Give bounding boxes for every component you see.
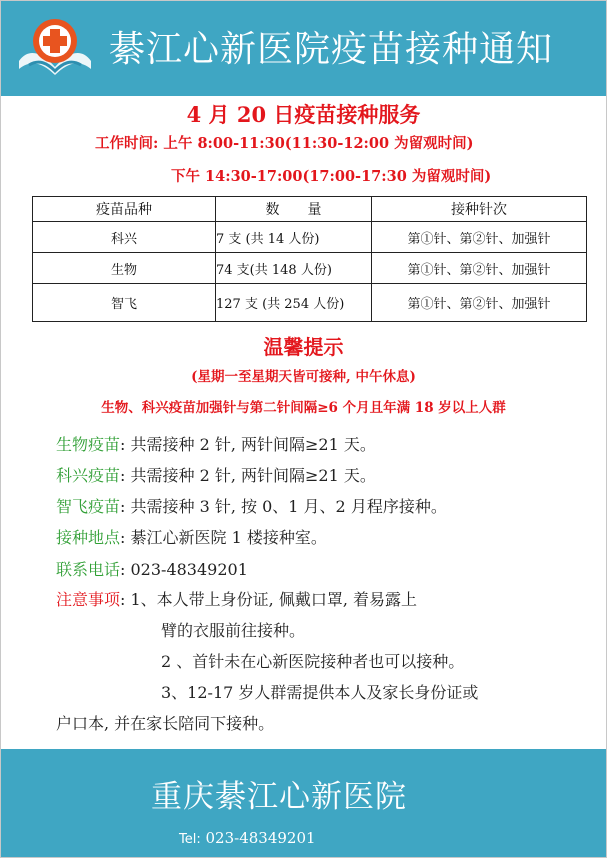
zhifei-vaccine-text: : 共需接种 3 针, 按 0、1 月、2 月程序接种。 — [120, 497, 447, 516]
notes-item3: 3、12-17 岁人群需提供本人及家长身份证或 — [161, 683, 479, 702]
kexing-vaccine-label: 科兴疫苗 — [56, 466, 121, 485]
booster-note: 生物、科兴疫苗加强针与第二针间隔≥6 个月且年满 18 岁以上人群 — [101, 400, 506, 416]
biology-vaccine-label: 生物疫苗 — [56, 435, 121, 454]
zhifei-vaccine-label: 智飞疫苗 — [56, 497, 121, 516]
notes-item2: 2 、首针未在心新医院接种者也可以接种。 — [161, 652, 465, 671]
tips-subtitle: (星期一至星期天皆可接种, 中午休息) — [191, 369, 416, 385]
vaccine-table — [32, 196, 587, 322]
zhifei-vaccine-line — [56, 494, 447, 517]
location-label: 接种地点 — [56, 528, 121, 547]
header-banner — [1, 1, 606, 96]
kexing-vaccine-text: : 共需接种 2 针, 两针间隔≥21 天。 — [120, 466, 376, 485]
location-line — [56, 525, 327, 548]
notes-item1-text: : 1、本人带上身份证, 佩戴口罩, 着易露上 — [120, 590, 418, 609]
quantity-cell: 127 支 (共 254 人份) — [216, 284, 372, 322]
doses-cell: 第①针、第②针、加强针 — [372, 253, 587, 284]
notes-label: 注意事项 — [56, 590, 121, 609]
biology-vaccine-line — [56, 432, 376, 455]
doses-cell: 第①针、第②针、加强针 — [372, 284, 587, 322]
footer-banner — [1, 749, 606, 857]
table-row — [33, 284, 587, 322]
quantity-cell: 74 支(共 148 人份) — [216, 253, 372, 284]
vaccine-type-cell: 科兴 — [33, 222, 216, 253]
doses-cell: 第①针、第②针、加强针 — [372, 222, 587, 253]
vaccine-type-cell: 生物 — [33, 253, 216, 284]
phone-line — [56, 557, 248, 580]
footer-hospital-name: 重庆綦江心新医院 — [151, 779, 407, 815]
phone-label: 联系电话 — [56, 560, 121, 579]
header-title: 綦江心新医院疫苗接种通知 — [109, 29, 554, 70]
tips-title: 温馨提示 — [263, 335, 344, 359]
tel-label: Tel: — [179, 832, 201, 847]
service-title: 4 月 20 日疫苗接种服务 — [186, 102, 421, 127]
table-row — [33, 222, 587, 253]
column-header-vaccine-type: 疫苗品种 — [33, 197, 216, 222]
working-hours-morning: 工作时间: 上午 8:00-11:30(11:30-12:00 为留观时间) — [95, 135, 474, 152]
table-row — [33, 253, 587, 284]
table-header-row — [33, 197, 587, 222]
phone-text: : 023-48349201 — [120, 560, 248, 579]
hospital-cross-logo-icon — [15, 17, 95, 79]
quantity-cell: 7 支 (共 14 人份) — [216, 222, 372, 253]
kexing-vaccine-line — [56, 463, 376, 486]
column-header-quantity: 数 量 — [216, 197, 372, 222]
tel-number: 023-48349201 — [205, 829, 316, 847]
footer-phone — [179, 829, 316, 847]
biology-vaccine-text: : 共需接种 2 针, 两针间隔≥21 天。 — [120, 435, 376, 454]
vaccine-type-cell: 智飞 — [33, 284, 216, 322]
column-header-doses: 接种针次 — [372, 197, 587, 222]
notes-item3-continued: 户口本, 并在家长陪同下接种。 — [56, 714, 275, 733]
working-hours-afternoon: 下午 14:30-17:00(17:00-17:30 为留观时间) — [171, 168, 492, 185]
location-text: : 綦江心新医院 1 楼接种室。 — [120, 528, 327, 547]
notes-line-1 — [56, 587, 417, 610]
notes-item1-continued: 臂的衣服前往接种。 — [161, 621, 306, 640]
